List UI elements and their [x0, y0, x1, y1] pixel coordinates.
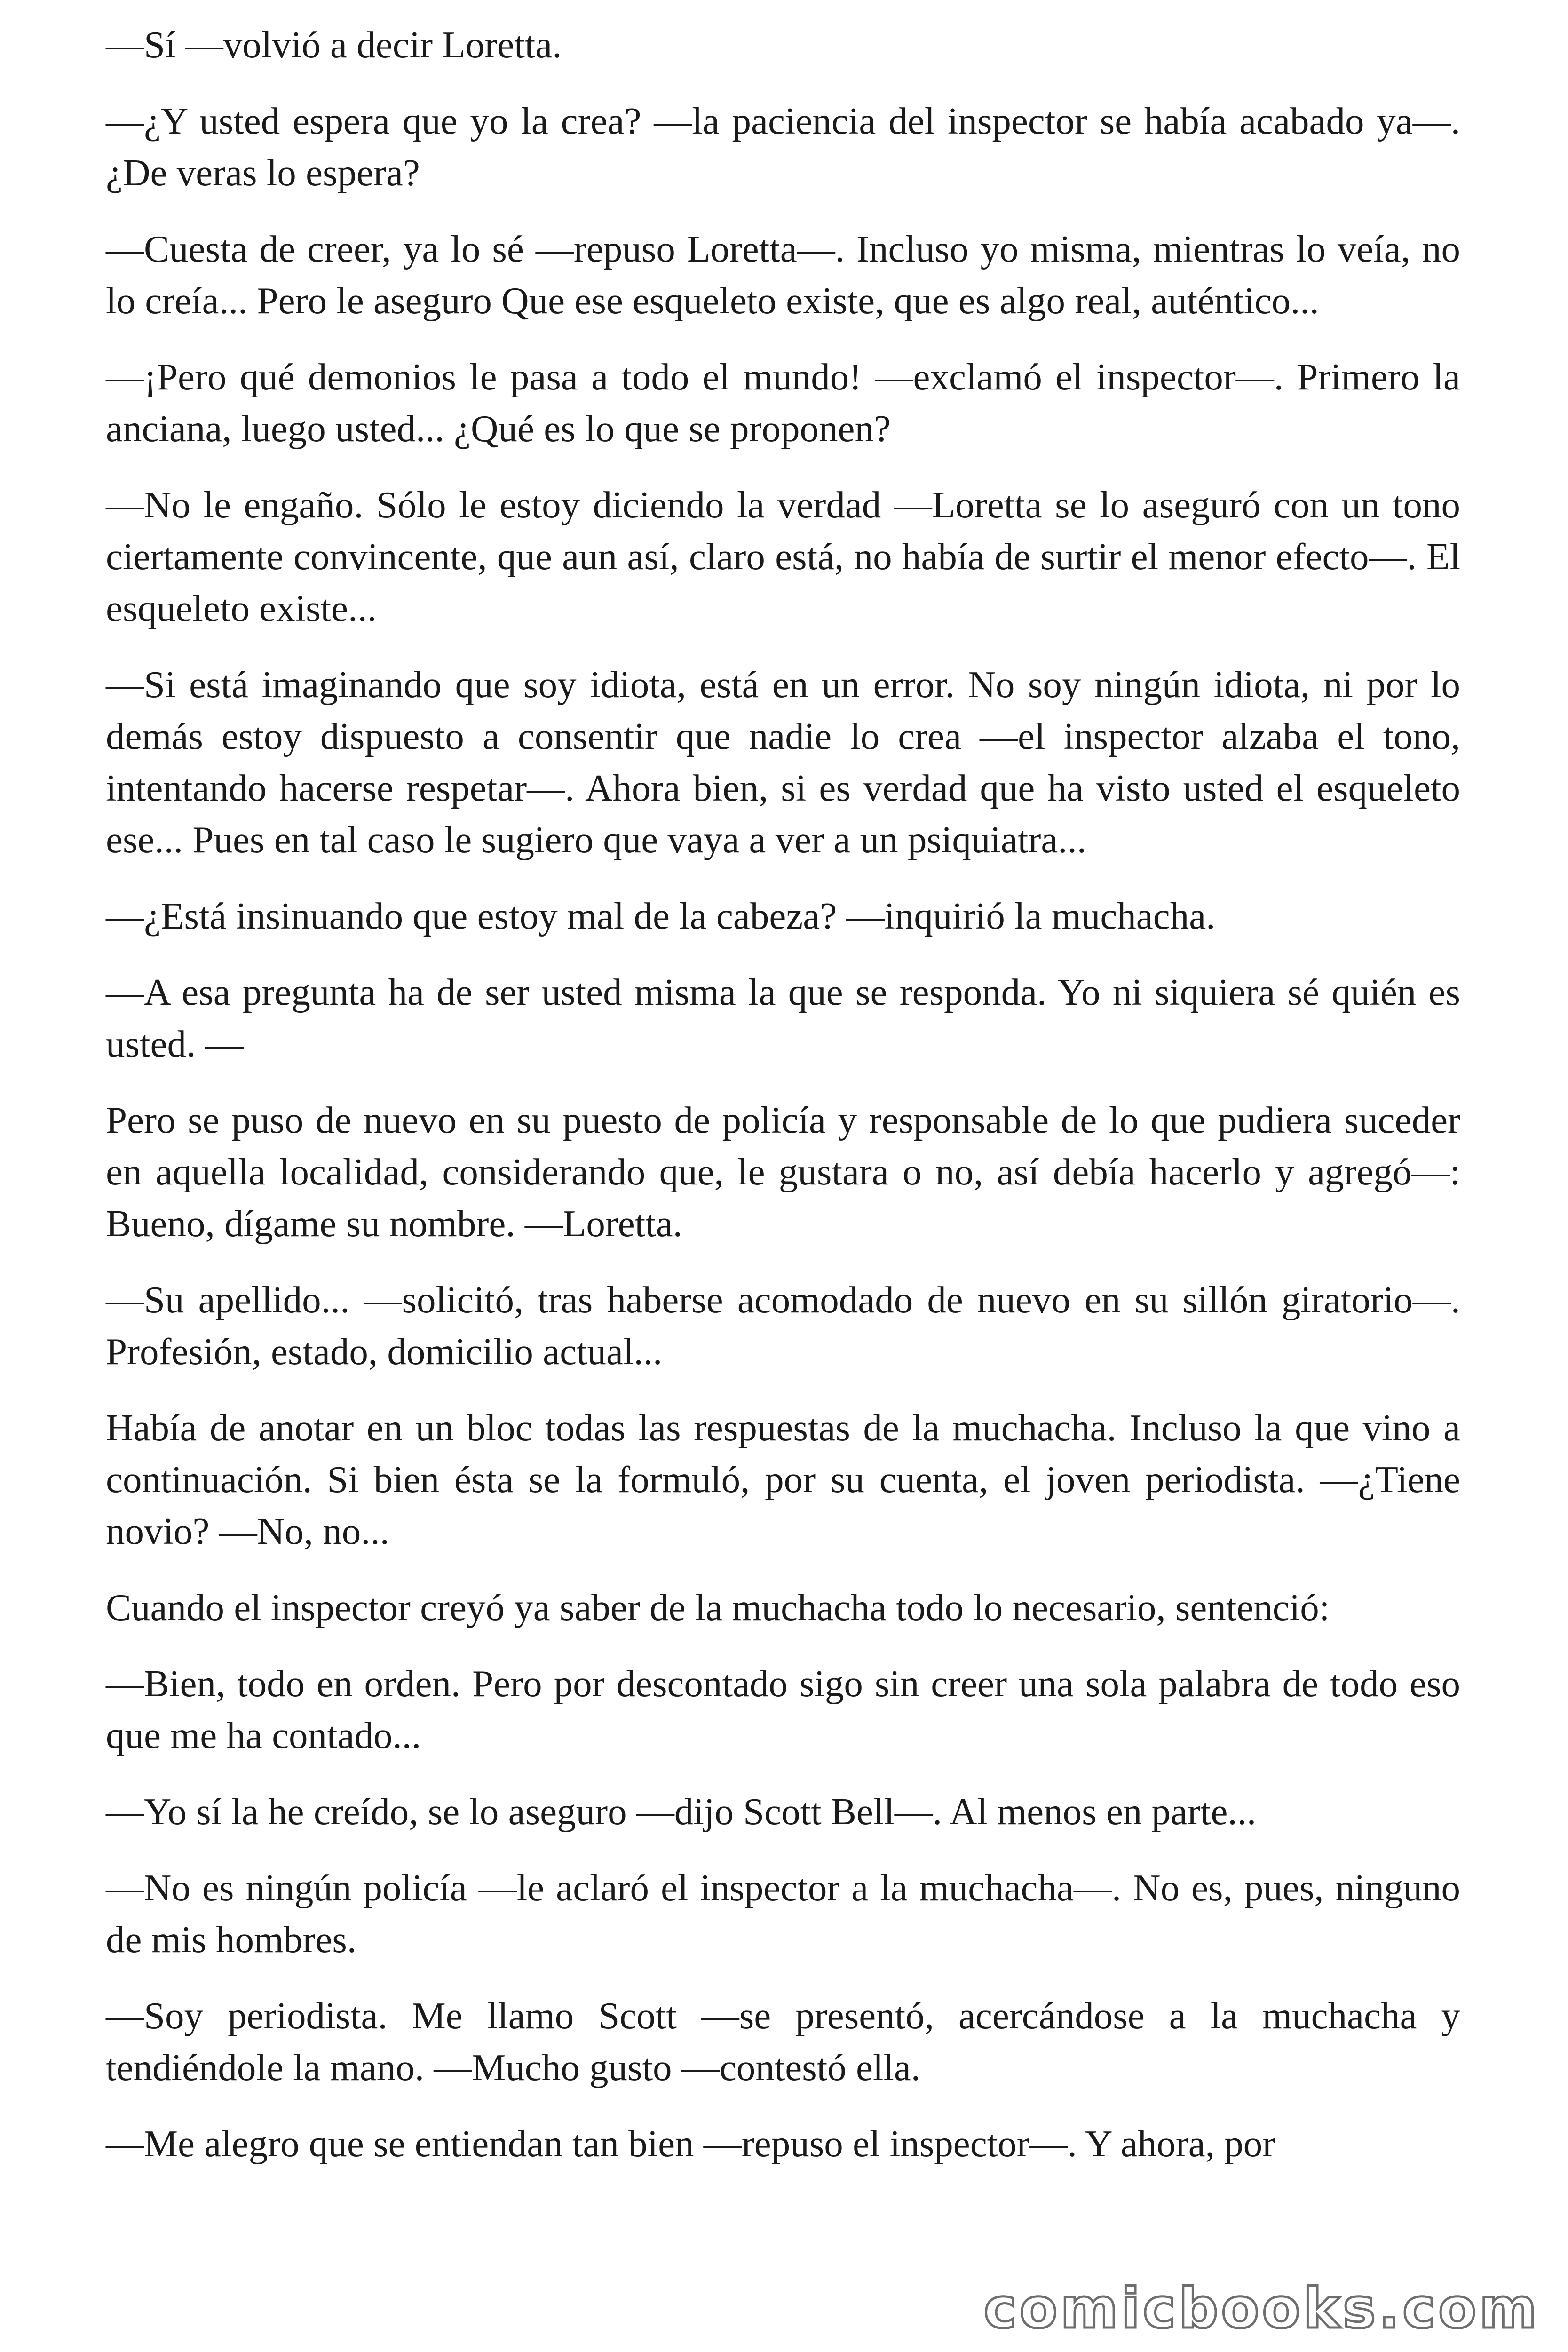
watermark-logo: comicbooks.com: [983, 2276, 1540, 2341]
paragraph-1: —Sí —volvió a decir Loretta.: [106, 24, 562, 66]
paragraph-6: —Si está imaginando que soy idiota, está en un error. No soy ningún idiota, ni por lo demás estoy dispuesto a consentir que nadie lo crea —el inspector alzaba el tono, intentando hacerse respetar—. Ahora bien, si es verdad que ha visto usted el esqueleto ese... Pues en tal caso le sugiero que vaya a ver a un psiquiatra...: [106, 663, 1460, 861]
paragraph-11: Había de anotar en un bloc todas las respuestas de la muchacha. Incluso la que vino a continuación. Si bien ésta se la formuló, por su cuenta, el joven periodista. —¿Tiene novio? —No, no...: [106, 1406, 1460, 1552]
paragraph-13: —Bien, todo en orden. Pero por descontado sigo sin creer una sola palabra de todo eso que me ha contado...: [106, 1662, 1460, 1756]
paragraph-3: —Cuesta de creer, ya lo sé —repuso Loretta—. Incluso yo misma, mientras lo veía, no lo creía... Pero le aseguro Que ese esqueleto existe, que es algo real, auténtico...: [106, 228, 1460, 322]
paragraph-15: —No es ningún policía —le aclaró el inspector a la muchacha—. No es, pues, ninguno de mis hombres.: [106, 1867, 1460, 1961]
paragraph-12: Cuando el inspector creyó ya saber de la muchacha todo lo necesario, sentenció:: [106, 1586, 1330, 1629]
paragraph-8: —A esa pregunta ha de ser usted misma la que se responda. Yo ni siquiera sé quién es usted. —: [106, 971, 1460, 1065]
paragraph-16: —Soy periodista. Me llamo Scott —se presentó, acercándose a la muchacha y tendiéndole la mano. —Mucho gusto —contestó ella.: [106, 1994, 1460, 2089]
document-page: [106, 19, 1460, 2194]
paragraph-2: —¿Y usted espera que yo la crea? —la paciencia del inspector se había acabado ya—. ¿De veras lo espera?: [106, 100, 1460, 194]
paragraph-4: —¡Pero qué demonios le pasa a todo el mundo! —exclamó el inspector—. Primero la anciana, luego usted... ¿Qué es lo que se proponen?: [106, 356, 1460, 450]
paragraph-14: —Yo sí la he creído, se lo aseguro —dijo Scott Bell—. Al menos en parte...: [106, 1790, 1257, 1833]
paragraph-9: Pero se puso de nuevo en su puesto de policía y responsable de lo que pudiera suceder en aquella localidad, considerando que, le gustara o no, así debía hacerlo y agregó—: Bueno, dígame su nombre. —Loretta.: [106, 1099, 1460, 1245]
paragraph-7: —¿Está insinuando que estoy mal de la cabeza? —inquirió la muchacha.: [106, 895, 1216, 937]
paragraph-10: —Su apellido... —solicitó, tras haberse acomodado de nuevo en su sillón giratorio—. Profesión, estado, domicilio actual...: [106, 1279, 1460, 1373]
paragraph-17: —Me alegro que se entiendan tan bien —repuso el inspector—. Y ahora, por: [106, 2122, 1275, 2165]
paragraph-5: —No le engaño. Sólo le estoy diciendo la verdad —Loretta se lo aseguró con un tono ciertamente convincente, que aun así, claro está, no había de surtir el menor efecto—. El esqueleto existe...: [106, 484, 1460, 629]
